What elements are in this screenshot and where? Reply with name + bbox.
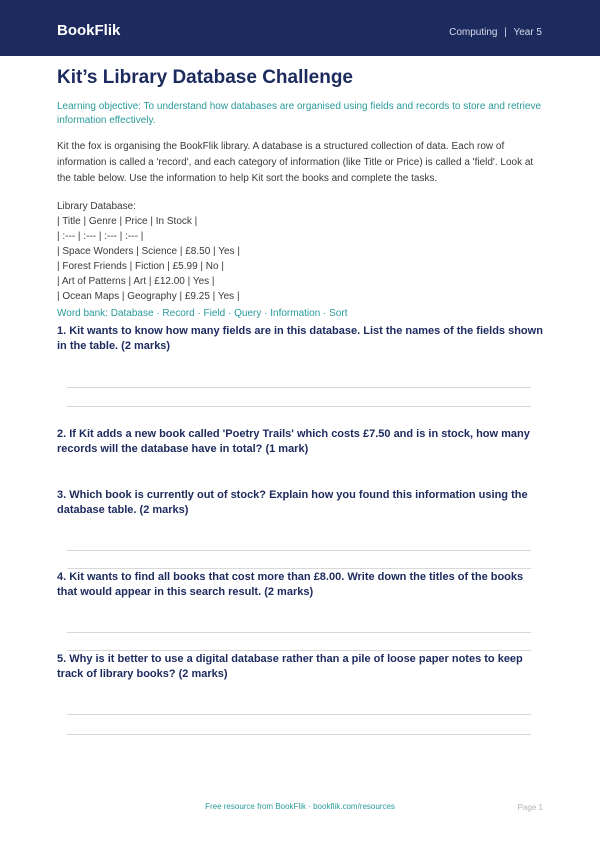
worksheet-content xyxy=(57,66,543,321)
page-title: Kit’s Library Database Challenge xyxy=(57,67,354,88)
year-label: Year 5 xyxy=(513,27,542,38)
table-line: | Forest Friends | Fiction | £5.99 | No | xyxy=(57,261,224,272)
table-line: | Ocean Maps | Geography | £9.25 | Yes | xyxy=(57,291,240,302)
page-header xyxy=(0,0,600,56)
question-5-text: 5. Why is it better to use a digital database rather than a pile of loose paper notes to keep track of library books? (2 marks) xyxy=(57,653,523,680)
question-2 xyxy=(57,427,543,457)
answer-line[interactable] xyxy=(67,734,531,735)
answer-line[interactable] xyxy=(67,550,531,551)
question-3-text: 3. Which book is currently out of stock? Explain how you found this information using the database table. (2 marks) xyxy=(57,489,528,516)
answer-line[interactable] xyxy=(67,632,531,633)
page-number: Page 1 xyxy=(517,803,543,812)
separator: | xyxy=(504,27,507,38)
answer-line[interactable] xyxy=(67,406,531,407)
question-4-text: 4. Kit wants to find all books that cost more than £8.00. Write down the titles of the books that would appear in this search result. (2 marks) xyxy=(57,571,524,598)
footer-credit: Free resource from BookFlik · bookflik.com/resources xyxy=(205,802,395,811)
table-line: | Art of Patterns | Art | £12.00 | Yes | xyxy=(57,276,215,287)
question-3 xyxy=(57,488,543,518)
answer-line[interactable] xyxy=(67,568,531,569)
table-line: | Title | Genre | Price | In Stock | xyxy=(57,216,198,227)
question-4 xyxy=(57,570,543,600)
question-1-text: 1. Kit wants to know how many fields are in this database. List the names of the fields shown in the table. (2 marks) xyxy=(57,325,543,352)
table-line: | :--- | :--- | :--- | :--- | xyxy=(57,231,144,242)
table-line: Library Database: xyxy=(57,201,136,212)
answer-line[interactable] xyxy=(67,714,531,715)
word-bank: Word bank: Database · Record · Field · Query · Information · Sort xyxy=(57,308,348,319)
subject-year-label xyxy=(449,26,542,39)
question-2-text: 2. If Kit adds a new book called 'Poetry Trails' which costs £7.50 and is in stock, how many records will the database have in total? (1 mark) xyxy=(57,428,530,455)
answer-line[interactable] xyxy=(67,387,531,388)
intro-paragraph: Kit the fox is organising the BookFlik library. A database is a structured collection of data. Each row of information is called a 'record', and each category of information (like Title or Price) is called a 'field'. Look at the table below. Use the information to help Kit sort the books and complete the tasks. xyxy=(57,141,534,184)
library-database-table xyxy=(57,199,543,304)
brand-logo-text: BookFlik xyxy=(57,22,121,39)
learning-objective: Learning objective: To understand how databases are organised using fields and records to store and retrieve information effectively. xyxy=(57,101,542,126)
table-line: | Space Wonders | Science | £8.50 | Yes | xyxy=(57,246,240,257)
subject-label: Computing xyxy=(449,27,498,38)
question-1 xyxy=(57,324,543,354)
question-5 xyxy=(57,652,543,682)
answer-line[interactable] xyxy=(67,650,531,651)
